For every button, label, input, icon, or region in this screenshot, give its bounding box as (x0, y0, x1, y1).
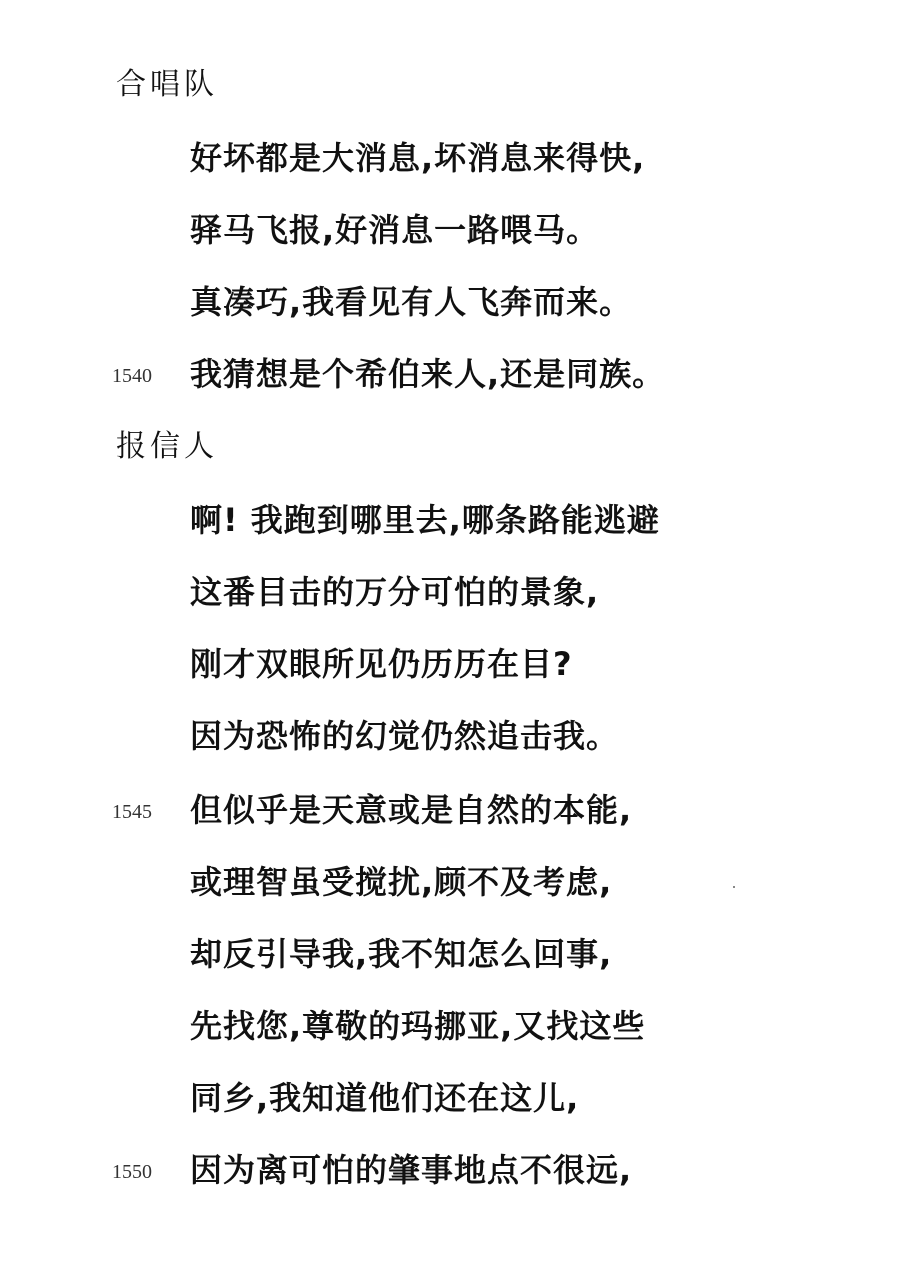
verse-line: 但似乎是天意或是自然的本能, (190, 791, 633, 829)
line-number: 1545 (112, 801, 152, 823)
verse-line: 驿马飞报,好消息一路喂马。 (190, 211, 600, 249)
verse-line: 这番目击的万分可怕的景象, (190, 573, 600, 611)
verse-line: 因为恐怖的幻觉仍然追击我。 (190, 717, 620, 755)
line-number: 1550 (112, 1161, 152, 1183)
speaker-messenger: 报信人 (116, 429, 218, 464)
verse-line: 因为离可怕的肇事地点不很远, (190, 1151, 633, 1189)
verse-line: 或理智虽受搅扰,顾不及考虑, (190, 863, 613, 901)
verse-line: 好坏都是大消息,坏消息来得快, (190, 139, 646, 177)
verse-line: 先找您,尊敬的玛挪亚,又找这些 (190, 1007, 646, 1045)
scan-speck (733, 886, 735, 888)
verse-line: 却反引导我,我不知怎么回事, (190, 935, 613, 973)
verse-line: 同乡,我知道他们还在这儿, (190, 1079, 580, 1117)
verse-line: 啊! 我跑到哪里去,哪条路能逃避 (190, 501, 660, 539)
verse-line: 刚才双眼所见仍历历在目? (190, 645, 573, 683)
verse-line: 真凑巧,我看见有人飞奔而来。 (190, 283, 633, 321)
verse-line: 我猜想是个希伯来人,还是同族。 (190, 355, 666, 393)
speaker-chorus: 合唱队 (116, 67, 218, 102)
line-number: 1540 (112, 365, 152, 387)
